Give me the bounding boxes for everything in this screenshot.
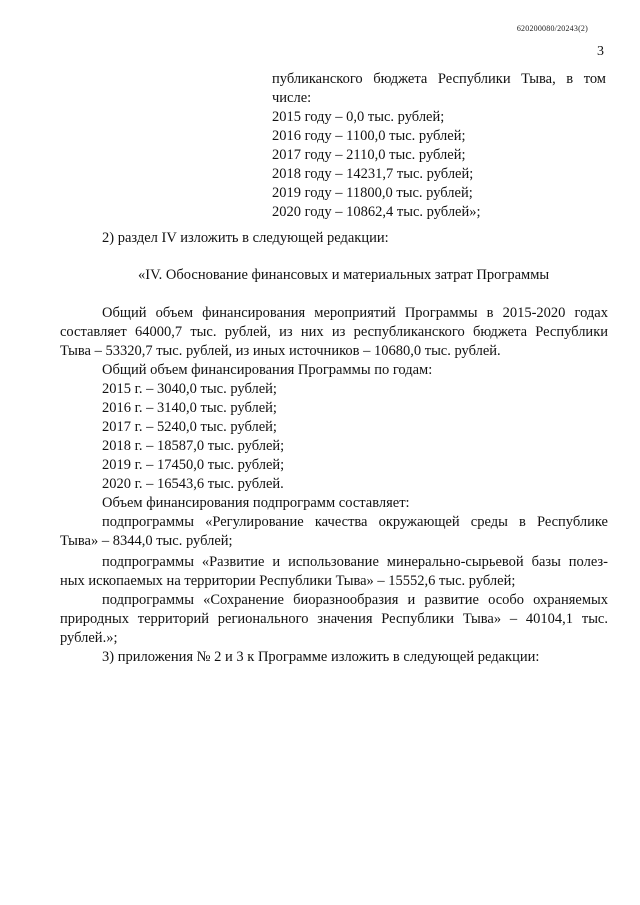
paragraph-line: Общий объем финансирования мероприятий Программы в 2015-2020 годах — [102, 305, 608, 321]
subprogram-line: ных ископаемых на территории Республики Тыва» – 15552,6 тыс. рублей; — [60, 573, 516, 589]
year-amount: 2018 г. – 18587,0 тыс. рублей; — [102, 438, 285, 454]
subprogram-line: природных территорий регионального значения Республики Тыва» – 40104,1 тыс. — [60, 611, 608, 627]
subprogram-line: подпрограммы «Сохранение биоразнообразия и развитие особо охраняемых — [102, 592, 608, 608]
subprogram-line: Тыва» – 8344,0 тыс. рублей; — [60, 533, 233, 549]
year-amount: 2018 году – 14231,7 тыс. рублей; — [272, 166, 474, 182]
page-number: 3 — [597, 44, 604, 59]
paragraph-line: Тыва – 53320,7 тыс. рублей, из иных источников – 10680,0 тыс. рублей. — [60, 343, 501, 359]
paragraph-line: составляет 64000,7 тыс. рублей, из них из республиканского бюджета Республики — [60, 324, 608, 340]
year-amount: 2015 году – 0,0 тыс. рублей; — [272, 109, 445, 125]
continuation-line: публиканского бюджета Республики Тыва, в том — [272, 71, 606, 87]
subprogram-line: рублей.»; — [60, 630, 118, 646]
year-amount: 2019 г. – 17450,0 тыс. рублей; — [102, 457, 285, 473]
year-amount: 2017 г. – 5240,0 тыс. рублей; — [102, 419, 277, 435]
subprogram-line: подпрограммы «Развитие и использование минерально-сырьевой базы полез- — [102, 554, 608, 570]
item-2: 2) раздел IV изложить в следующей редакции: — [102, 230, 389, 246]
item-3: 3) приложения № 2 и 3 к Программе изложить в следующей редакции: — [102, 649, 540, 665]
funding-paragraph — [60, 304, 608, 667]
year-amount: 2016 г. – 3140,0 тыс. рублей; — [102, 400, 277, 416]
year-amount: 2019 году – 11800,0 тыс. рублей; — [272, 185, 473, 201]
year-amount: 2017 году – 2110,0 тыс. рублей; — [272, 147, 466, 163]
year-amount: 2016 году – 1100,0 тыс. рублей; — [272, 128, 466, 144]
year-amount: 2020 г. – 16543,6 тыс. рублей. — [102, 476, 284, 492]
continuation-line: числе: — [272, 90, 312, 106]
year-amount: 2015 г. – 3040,0 тыс. рублей; — [102, 381, 277, 397]
subprograms-intro: Объем финансирования подпрограмм составляет: — [102, 495, 410, 511]
subprogram-line: подпрограммы «Регулирование качества окружающей среды в Республике — [102, 514, 608, 530]
continuation-block — [272, 70, 606, 222]
year-amount: 2020 году – 10862,4 тыс. рублей»; — [272, 204, 481, 220]
document-code: 620200080/20243(2) — [516, 24, 588, 33]
section-title: «IV. Обоснование финансовых и материальных затрат Программы — [138, 267, 550, 283]
by-year-intro: Общий объем финансирования Программы по годам: — [102, 362, 433, 378]
